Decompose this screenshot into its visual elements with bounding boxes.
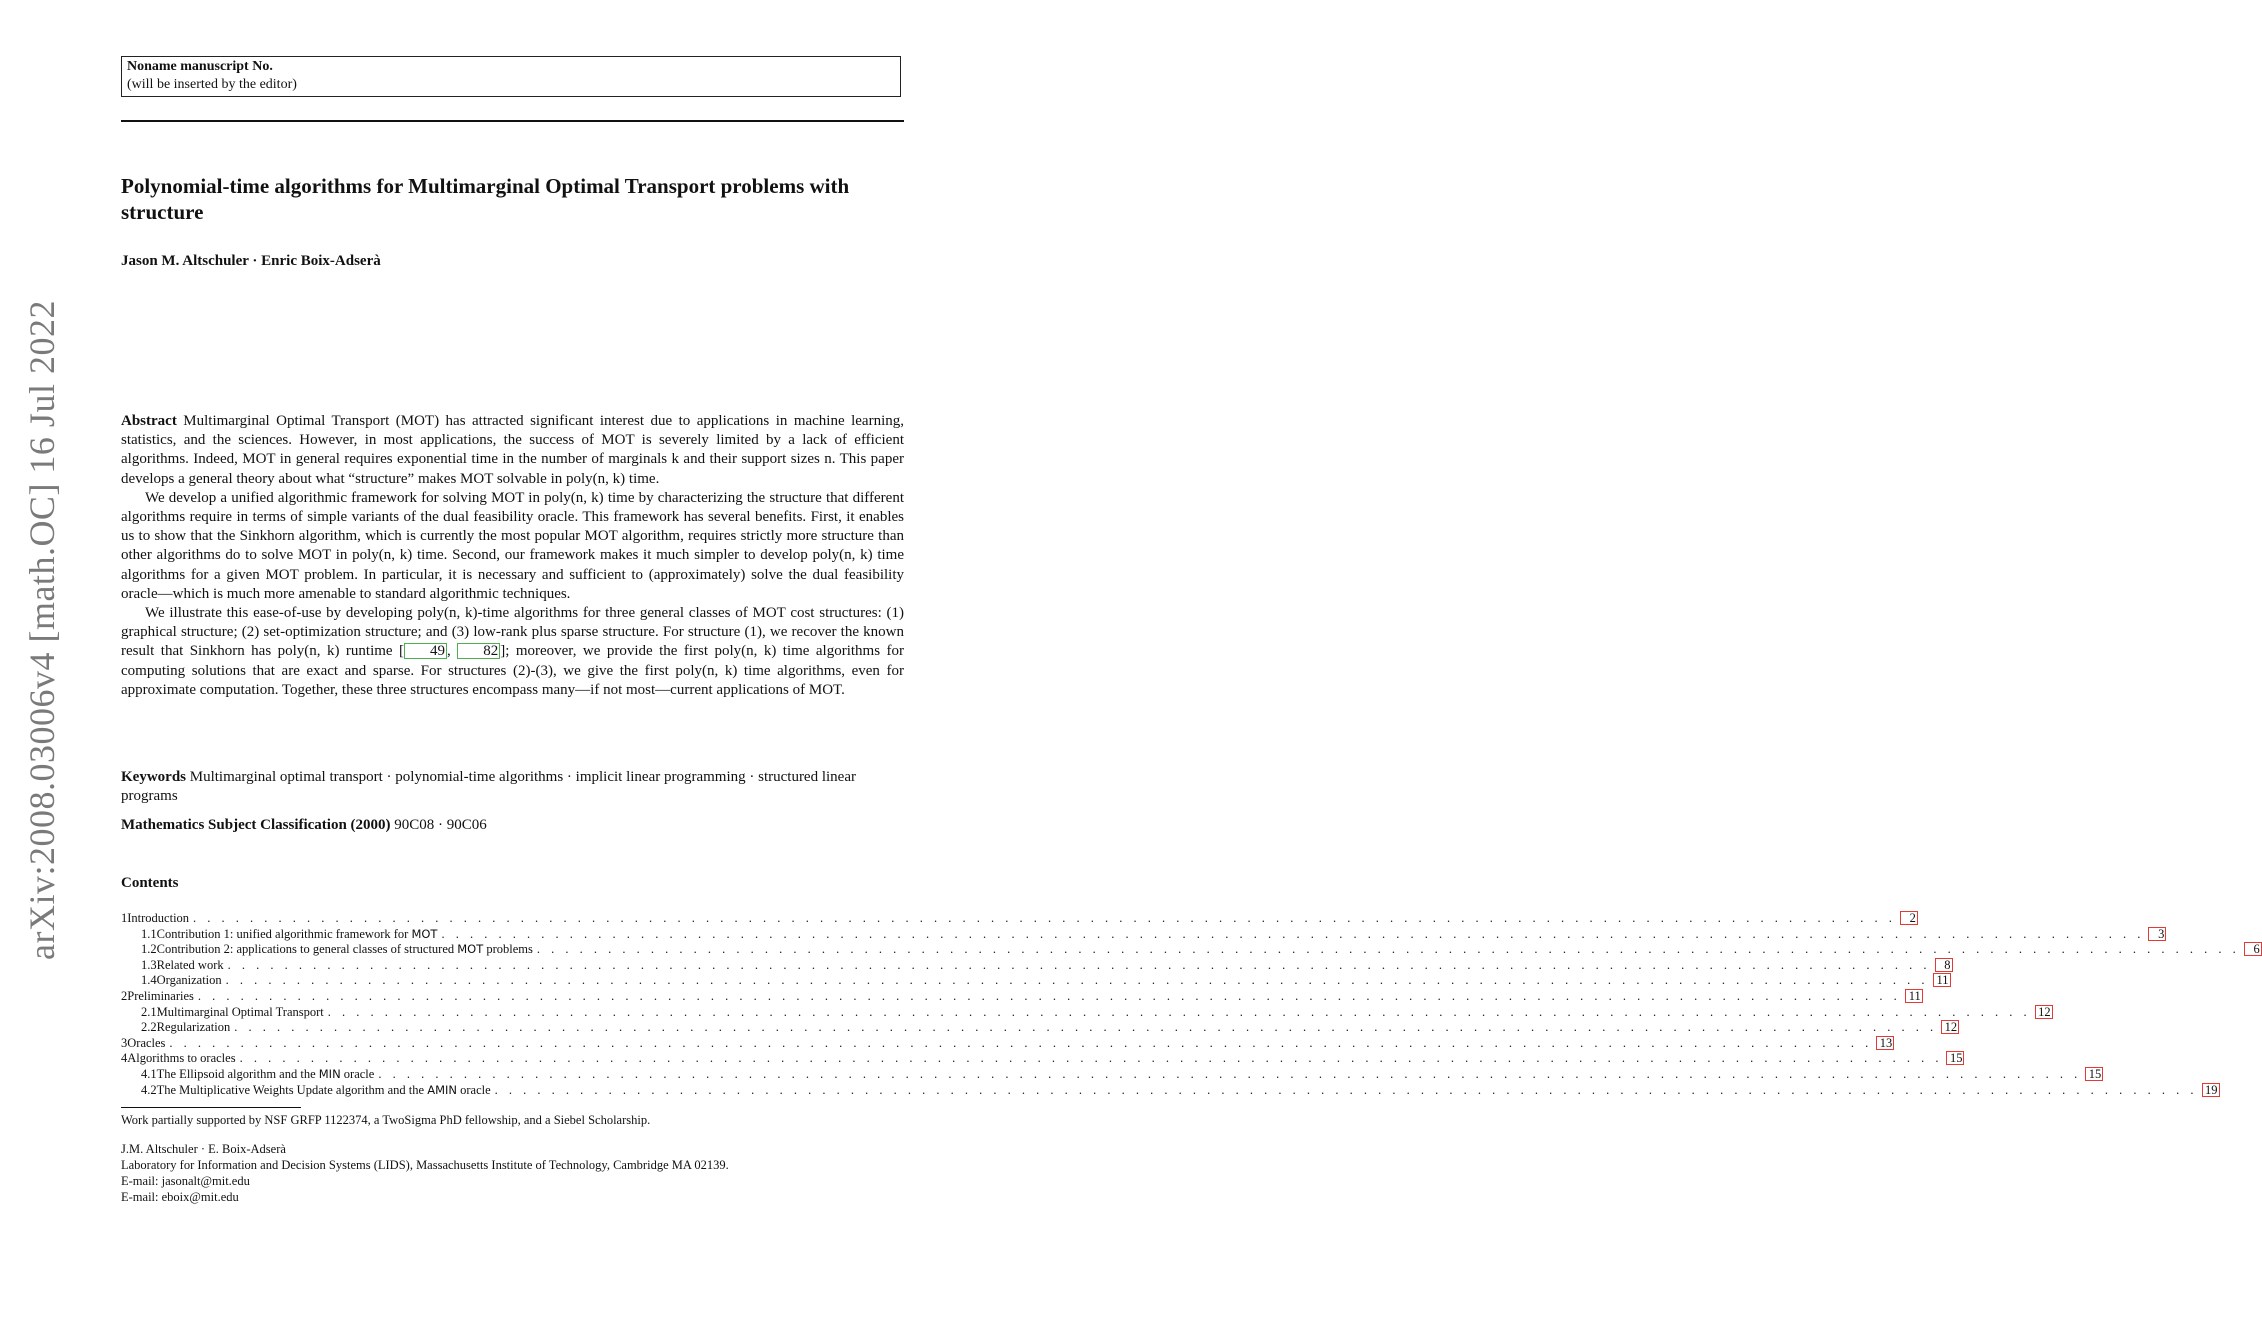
affiliation-lab: Laboratory for Information and Decision Systems (LIDS), Massachusetts Institute of Technology, Cambridge MA 02139. xyxy=(121,1158,729,1172)
abstract-paragraph-1 xyxy=(121,412,904,489)
editor-note: (will be inserted by the editor) xyxy=(127,77,297,92)
toc-entry[interactable] xyxy=(121,1020,1958,1036)
toc-page-link[interactable]: 2 xyxy=(1900,911,1918,925)
abstract-text-1: Multimarginal Optimal Transport (MOT) has attracted significant interest due to applications in machine learning, statistics, and the sciences. However, in most applications, the success of MOT is severely limited by a lack of efficient algorithms. Indeed, MOT in general requires exponential time in the number of marginals k and their support sizes n. This paper develops a general theory about what “structure” makes MOT solvable in poly(n, k) time. xyxy=(121,413,904,487)
toc-title-suffix: problems xyxy=(483,942,533,957)
toc-page-link[interactable]: 8 xyxy=(1935,958,1953,972)
toc-title-text: Introduction xyxy=(127,911,190,925)
toc-leader-dots: . . . . . . . . . . . . . . . . . . . . . . . . . . . . . . . . . . . . . . . . . . . . . . . . . . . . . . . . . . . . . . . . . . . . . . . . . . . . . . . . . . . . . . . . . . . . . . . . . . . . . . . . . . . . . . . . . . . . . . . . xyxy=(227,957,1931,972)
toc-entry[interactable] xyxy=(121,957,1951,974)
keywords-label: Keywords xyxy=(121,769,186,785)
toc-entry-title xyxy=(127,1036,169,1051)
toc-title-abbrev: MOT xyxy=(457,942,484,957)
toc-entry[interactable] xyxy=(121,942,2260,958)
abstract-label: Abstract xyxy=(121,413,177,429)
toc-title-text: Multimarginal Optimal Transport xyxy=(156,1004,324,1019)
toc-leader-dots: . . . . . . . . . . . . . . . . . . . . . . . . . . . . . . . . . . . . . . . . . . . . . . . . . . . . . . . . . . . . . . . . . . . . . . . . . . . . . . . . . . . . . . . . . . . . . . . . . . . . . . . . . . . . . . . . . . . . . . . . xyxy=(441,926,2145,941)
abstract-text-3b: ; moreover, we provide the first poly(n, k) time algorithms for computing solutions that are exact and sparse. For structures (2)-(3), we give the first poly(n, k) time algorithms, even for approximate computation. Together, these three structures encompass many—if not most—current applications of MOT. xyxy=(121,643,904,698)
toc-page-link[interactable]: 15 xyxy=(1946,1051,1964,1065)
toc-page-link[interactable]: 6 xyxy=(2244,942,2262,956)
toc-title-text: The Multiplicative Weights Update algorithm and the xyxy=(156,1082,428,1097)
author-affiliation xyxy=(121,1141,904,1205)
toc-entry[interactable] xyxy=(121,1082,2218,1099)
toc-entry-title xyxy=(157,927,442,942)
funding-footnote: Work partially supported by NSF GRFP 1122374, a TwoSigma PhD fellowship, and a Siebel Scholarship. xyxy=(121,1113,651,1127)
toc-title-abbrev: AMIN xyxy=(427,1082,457,1097)
toc-entry-number: 1.3 xyxy=(141,957,157,972)
toc-page-link[interactable]: 3 xyxy=(2148,927,2166,941)
toc-title-text: Contribution 2: applications to general classes of structured xyxy=(156,942,458,957)
toc-page-link[interactable]: 19 xyxy=(2202,1083,2220,1097)
toc-entry-title xyxy=(127,911,193,926)
toc-entry[interactable] xyxy=(121,1004,2051,1021)
affiliation-email-1: E-mail: jasonalt@mit.edu xyxy=(121,1174,250,1188)
toc-entry-title xyxy=(157,1067,379,1082)
toc-leader-dots: . . . . . . . . . . . . . . . . . . . . . . . . . . . . . . . . . . . . . . . . . . . . . . . . . . . . . . . . . . . . . . . . . . . . . . . . . . . . . . . . . . . . . . . . . . . . . . . . . . . . . . . . . . . . . . . . . . . . . . . . xyxy=(193,911,1896,925)
citation-link[interactable]: 49 xyxy=(404,643,447,659)
toc-title-text: Organization xyxy=(156,973,222,988)
footnote-rule xyxy=(121,1107,301,1108)
toc-entry[interactable] xyxy=(121,988,1921,1005)
toc-entry-title xyxy=(157,958,228,973)
arxiv-stamp: arXiv:2008.03006v4 [math.OC] 16 Jul 2022 xyxy=(22,300,62,960)
toc-leader-dots: . . . . . . . . . . . . . . . . . . . . . . . . . . . . . . . . . . . . . . . . . . . . . . . . . . . . . . . . . . . . . . . . . . . . . . . . . . . . . . . . . . . . . . . . . . . . . . . . . . . . . . . . . . . . . . . . . . . . . . . . xyxy=(378,1066,2082,1081)
affiliation-names: J.M. Altschuler · E. Boix-Adserà xyxy=(121,1142,286,1156)
paper-authors: Jason M. Altschuler · Enric Boix-Adserà xyxy=(121,253,381,269)
toc-entry-number: 3 xyxy=(121,1035,128,1050)
toc-title-text: Contribution 1: unified algorithmic framework for xyxy=(156,926,412,941)
toc-title-text: Related work xyxy=(156,957,224,972)
toc-title-suffix: oracle xyxy=(340,1066,375,1081)
toc-entry-number: 2.1 xyxy=(141,1004,157,1019)
toc-page-link[interactable]: 11 xyxy=(1905,989,1923,1003)
toc-leader-dots: . . . . . . . . . . . . . . . . . . . . . . . . . . . . . . . . . . . . . . . . . . . . . . . . . . . . . . . . . . . . . . . . . . . . . . . . . . . . . . . . . . . . . . . . . . . . . . . . . . . . . . . . . . . . . . . . . . . . . . . . xyxy=(225,973,1929,988)
toc-entry-title xyxy=(157,1020,235,1035)
toc-title-text: The Ellipsoid algorithm and the xyxy=(156,1066,319,1081)
toc-entry-number: 2.2 xyxy=(141,1020,157,1035)
toc-entry-number: 4 xyxy=(121,1051,128,1066)
toc-title-text: Regularization xyxy=(156,1020,231,1035)
toc-leader-dots: . . . . . . . . . . . . . . . . . . . . . . . . . . . . . . . . . . . . . . . . . . . . . . . . . . . . . . . . . . . . . . . . . . . . . . . . . . . . . . . . . . . . . . . . . . . . . . . . . . . . . . . . . . . . . . . . . . . . . . . . xyxy=(239,1051,1943,1066)
toc-leader-dots: . . . . . . . . . . . . . . . . . . . . . . . . . . . . . . . . . . . . . . . . . . . . . . . . . . . . . . . . . . . . . . . . . . . . . . . . . . . . . . . . . . . . . . . . . . . . . . . . . . . . . . . . . . . . . . . . . . . . . . . . xyxy=(536,942,2240,957)
toc-entry-number: 2 xyxy=(121,988,128,1003)
toc-entry-title xyxy=(157,942,537,957)
toc-entry-number: 4.2 xyxy=(141,1082,157,1097)
abstract xyxy=(121,412,904,700)
toc-leader-dots: . . . . . . . . . . . . . . . . . . . . . . . . . . . . . . . . . . . . . . . . . . . . . . . . . . . . . . . . . . . . . . . . . . . . . . . . . . . . . . . . . . . . . . . . . . . . . . . . . . . . . . . . . . . . . . . . . . . . . . . . xyxy=(169,1035,1873,1050)
toc-entry-number: 1 xyxy=(121,911,128,925)
toc-leader-dots: . . . . . . . . . . . . . . . . . . . . . . . . . . . . . . . . . . . . . . . . . . . . . . . . . . . . . . . . . . . . . . . . . . . . . . . . . . . . . . . . . . . . . . . . . . . . . . . . . . . . . . . . . . . . . . . . . . . . . . . . xyxy=(197,988,1901,1003)
table-of-contents xyxy=(121,911,2260,1098)
abstract-paragraph-2: We develop a unified algorithmic framework for solving MOT in poly(n, k) time by characterizing the structure that different algorithms require in terms of simple variants of the dual feasibility oracle. This framework has several benefits. First, it enables us to show that the Sinkhorn algorithm, which is currently the most popular MOT algorithm, requires strictly more structure than other algorithms do to solve MOT in poly(n, k) time. Second, our framework makes it much simpler to develop poly(n, k) time algorithms for a given MOT problem. In particular, it is necessary and sufficient to (approximately) solve the dual feasibility oracle—which is much more amenable to standard algorithmic techniques. xyxy=(121,489,904,602)
msc-classification xyxy=(121,817,904,834)
toc-title-suffix: oracle xyxy=(457,1082,491,1097)
toc-title-text: Algorithms to oracles xyxy=(127,1051,236,1066)
toc-entry-number: 1.2 xyxy=(141,942,157,957)
toc-entry[interactable] xyxy=(121,973,1949,989)
toc-entry[interactable] xyxy=(121,1066,2102,1083)
manuscript-number-label: Noname manuscript No. xyxy=(127,59,273,74)
toc-entry-number: 4.1 xyxy=(141,1066,157,1081)
toc-title-abbrev: MOT xyxy=(411,926,438,941)
toc-entry-title xyxy=(127,1051,239,1066)
msc-codes: 90C08 · 90C06 xyxy=(394,817,487,833)
toc-page-link[interactable]: 12 xyxy=(2035,1005,2053,1019)
paper-title: Polynomial-time algorithms for Multimarginal Optimal Transport problems with structure xyxy=(121,174,850,224)
toc-leader-dots: . . . . . . . . . . . . . . . . . . . . . . . . . . . . . . . . . . . . . . . . . . . . . . . . . . . . . . . . . . . . . . . . . . . . . . . . . . . . . . . . . . . . . . . . . . . . . . . . . . . . . . . . . . . . . . . . . . . . . . . . xyxy=(327,1004,2031,1019)
abstract-text-3a: We illustrate this ease-of-use by developing poly(n, k)-time algorithms for three general classes of MOT cost structures: (1) graphical structure; (2) set-optimization structure; and (3) low-rank plus sparse structure. For structure (1), we recover the known result that Sinkhorn has poly(n, k) runtime xyxy=(121,605,904,660)
toc-entry[interactable] xyxy=(121,1035,1893,1052)
toc-page-link[interactable]: 12 xyxy=(1941,1020,1959,1034)
toc-leader-dots: . . . . . . . . . . . . . . . . . . . . . . . . . . . . . . . . . . . . . . . . . . . . . . . . . . . . . . . . . . . . . . . . . . . . . . . . . . . . . . . . . . . . . . . . . . . . . . . . . . . . . . . . . . . . . . . . . . . . . . . . xyxy=(234,1020,1938,1035)
toc-entry[interactable] xyxy=(121,926,2165,943)
toc-entry-title xyxy=(157,1083,495,1098)
msc-label: Mathematics Subject Classification (2000) xyxy=(121,817,391,833)
keywords-text: Multimarginal optimal transport · polynomial-time algorithms · implicit linear programming · structured linear programs xyxy=(121,769,856,805)
toc-entry-title xyxy=(127,989,198,1004)
contents-heading: Contents xyxy=(121,875,179,891)
toc-title-text: Preliminaries xyxy=(127,988,194,1003)
toc-page-link[interactable]: 15 xyxy=(2085,1067,2103,1081)
toc-entry-number: 1.4 xyxy=(141,973,157,988)
toc-page-link[interactable]: 13 xyxy=(1876,1036,1894,1050)
citation-link[interactable]: 82 xyxy=(457,643,500,659)
editor-box xyxy=(121,56,901,97)
toc-entry-number: 1.1 xyxy=(141,926,157,941)
toc-entry[interactable] xyxy=(121,911,1916,927)
abstract-paragraph-3: We illustrate this ease-of-use by developing poly(n, k)-time algorithms for three general classes of MOT cost structures: (1) graphical structure; (2) set-optimization structure; and (3) low-rank plus sparse structure. For structure (1), we recover the known result that Sinkhorn has poly(n, k) runtime [ 49 , 82 ]; moreover, we provide the first poly(n, k) time algorithms for computing solutions that are exact and sparse. For structures (2)-(3), we give the first poly(n, k) time algorithms, even for approximate computation. Together, these three structures encompass many—if not most—current applications of MOT. xyxy=(121,605,904,698)
toc-leader-dots: . . . . . . . . . . . . . . . . . . . . . . . . . . . . . . . . . . . . . . . . . . . . . . . . . . . . . . . . . . . . . . . . . . . . . . . . . . . . . . . . . . . . . . . . . . . . . . . . . . . . . . . . . . . . . . . . . . . . . . . . xyxy=(494,1082,2198,1097)
toc-title-abbrev: MIN xyxy=(318,1066,341,1081)
toc-entry-title xyxy=(157,1005,328,1020)
toc-title-text: Oracles xyxy=(127,1035,166,1050)
header-rule xyxy=(121,120,904,122)
keywords xyxy=(121,768,904,806)
affiliation-email-2: E-mail: eboix@mit.edu xyxy=(121,1190,239,1204)
toc-page-link[interactable]: 11 xyxy=(1933,973,1951,987)
toc-entry[interactable] xyxy=(121,1051,1963,1067)
toc-entry-title xyxy=(157,973,226,988)
